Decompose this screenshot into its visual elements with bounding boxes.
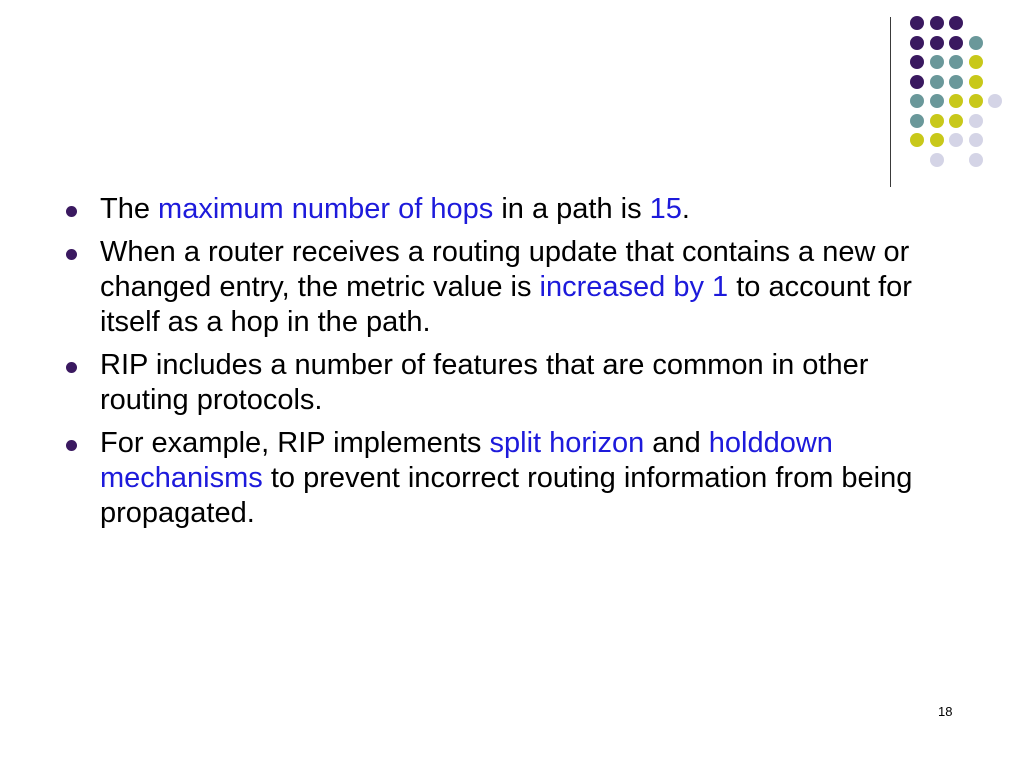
highlighted-text: increased by 1: [539, 271, 729, 303]
bullet-item: [60, 235, 960, 340]
bullet-item: [60, 426, 960, 531]
decorative-dot-icon: [930, 55, 944, 69]
decorative-dot-icon: [969, 114, 983, 128]
decorative-dot-icon: [910, 36, 924, 50]
decorative-dot-icon: [910, 75, 924, 89]
bullet-dot-icon: [66, 362, 77, 373]
decorative-dot-icon: [910, 16, 924, 30]
decorative-dot-icon: [910, 55, 924, 69]
bullet-dot-icon: [66, 440, 77, 451]
bullet-text: RIP includes a number of features that are common in other routing protocols.: [100, 349, 869, 416]
decorative-dot-icon: [930, 114, 944, 128]
decorative-dot-icon: [930, 153, 944, 167]
bullet-dot-icon: [66, 249, 77, 260]
decorative-dot-grid: [900, 10, 1010, 170]
decorative-dot-icon: [949, 16, 963, 30]
bullet-dot-icon: [66, 206, 77, 217]
decorative-dot-icon: [930, 36, 944, 50]
decorative-dot-icon: [910, 94, 924, 108]
decorative-dot-icon: [930, 133, 944, 147]
vertical-divider-line: [890, 17, 891, 187]
decorative-dot-icon: [910, 133, 924, 147]
highlighted-text: 15: [649, 193, 682, 225]
decorative-dot-icon: [969, 55, 983, 69]
bullet-item: [60, 348, 960, 418]
bullet-text: When a router receives a routing update that contains a new or changed entry, the metric value is: [100, 236, 910, 303]
bullet-list: [60, 192, 960, 539]
decorative-dot-icon: [949, 94, 963, 108]
decorative-dot-icon: [949, 133, 963, 147]
bullet-text: in a path is: [493, 193, 650, 225]
decorative-dot-icon: [988, 94, 1002, 108]
bullet-text: to prevent incorrect routing information from being propagated.: [100, 462, 913, 529]
decorative-dot-icon: [969, 36, 983, 50]
decorative-dot-icon: [949, 55, 963, 69]
decorative-dot-icon: [949, 75, 963, 89]
page-number: 18: [938, 704, 953, 719]
highlighted-text: maximum number of hops: [158, 193, 494, 225]
decorative-dot-icon: [910, 114, 924, 128]
decorative-dot-icon: [969, 153, 983, 167]
highlighted-text: holddown mechanisms: [100, 427, 833, 494]
decorative-dot-icon: [969, 75, 983, 89]
decorative-dot-icon: [949, 36, 963, 50]
decorative-dot-icon: [969, 94, 983, 108]
bullet-item: [60, 192, 960, 227]
decorative-dot-icon: [930, 94, 944, 108]
decorative-dot-icon: [930, 75, 944, 89]
bullet-text: to account for itself as a hop in the path.: [100, 271, 912, 338]
bullet-text: .: [681, 193, 690, 225]
decorative-dot-icon: [949, 114, 963, 128]
bullet-text: The: [100, 193, 159, 225]
bullet-text: and: [644, 427, 709, 459]
decorative-dot-icon: [930, 16, 944, 30]
decorative-dot-icon: [969, 133, 983, 147]
highlighted-text: split horizon: [489, 427, 645, 459]
bullet-text: For example, RIP implements: [100, 427, 490, 459]
